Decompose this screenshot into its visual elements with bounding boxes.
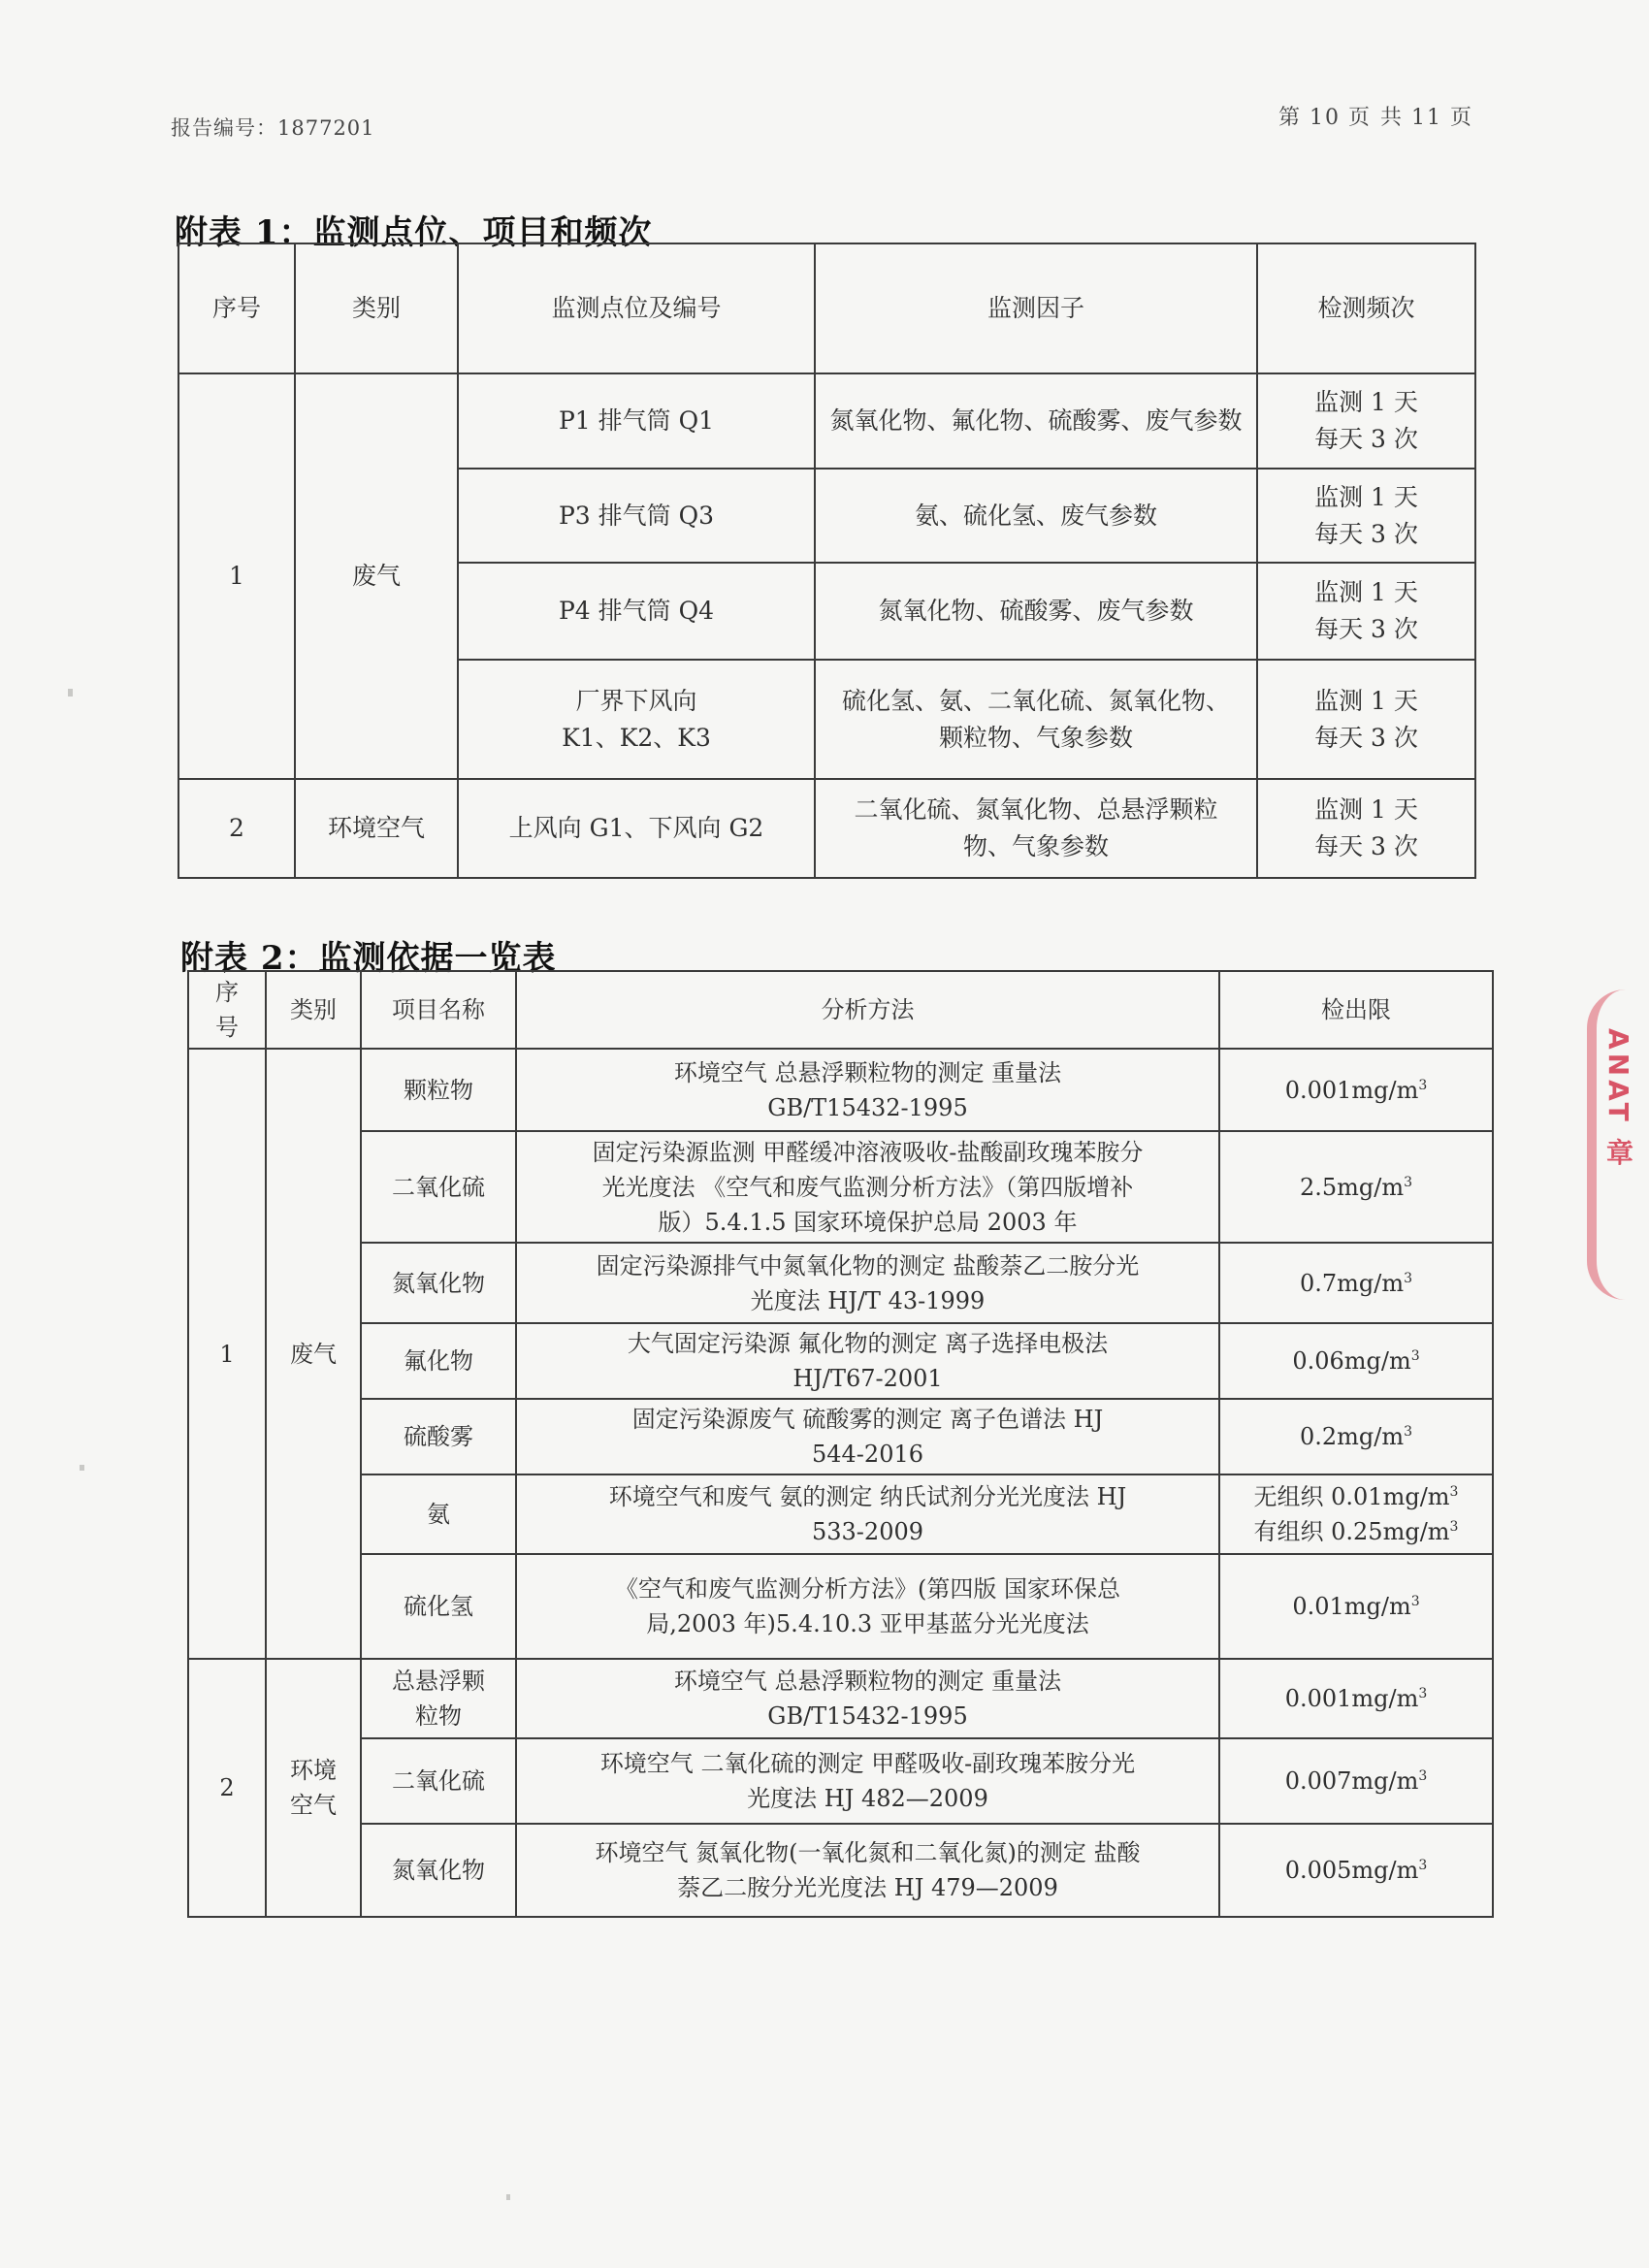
item-name-cell: 二氧化硫 <box>361 1131 516 1243</box>
detection-limit-line <box>1228 1764 1484 1798</box>
page-prefix: 第 <box>1278 106 1303 130</box>
column-header: 类别 <box>266 971 361 1049</box>
item-name-cell: 二氧化硫 <box>361 1738 516 1824</box>
limit-value: 0.01mg/m <box>1292 1593 1411 1620</box>
column-header: 分析方法 <box>516 971 1219 1049</box>
table-row <box>188 1131 1493 1243</box>
table-row <box>188 1554 1493 1659</box>
analysis-method-cell: 环境空气 总悬浮颗粒物的测定 重量法 GB/T15432-1995 <box>516 1659 1219 1738</box>
page-current: 10 <box>1310 106 1342 130</box>
page-total: 11 <box>1411 106 1443 130</box>
detection-limit-line <box>1228 1266 1484 1301</box>
item-name-cell: 氨 <box>361 1474 516 1554</box>
limit-value: 0.005mg/m <box>1284 1857 1419 1884</box>
item-name-cell: 氮氧化物 <box>361 1824 516 1917</box>
limit-value: 0.7mg/m <box>1299 1269 1405 1297</box>
table-row <box>188 1399 1493 1474</box>
table-row <box>178 779 1475 878</box>
limit-value: 0.001mg/m <box>1284 1685 1419 1712</box>
analysis-method-cell: 固定污染源监测 甲醛缓冲溶液吸收-盐酸副玫瑰苯胺分 光光度法 《空气和废气监测分析方法》（第四版增补 版）5.4.1.5 国家环境保护总局 2003 年 <box>516 1131 1219 1243</box>
unit-exponent: 3 <box>1410 1348 1420 1364</box>
column-header: 监测点位及编号 <box>458 243 815 373</box>
binding-mark <box>80 1465 84 1471</box>
detection-limit-line <box>1228 1419 1484 1454</box>
analysis-method-cell: 《空气和废气监测分析方法》(第四版 国家环保总 局,2003 年)5.4.10.3 亚甲基蓝分光光度法 <box>516 1554 1219 1659</box>
detection-limit-cell <box>1219 1824 1493 1917</box>
detection-limit-line <box>1228 1681 1484 1716</box>
monitoring-point-cell: 上风向 G1、下风向 G2 <box>458 779 815 878</box>
limit-value: 0.2mg/m <box>1299 1423 1405 1450</box>
analysis-method-cell: 环境空气和废气 氨的测定 纳氏试剂分光光度法 HJ 533-2009 <box>516 1474 1219 1554</box>
frequency-cell: 监测 1 天 每天 3 次 <box>1257 660 1475 779</box>
row-number: 1 <box>188 1049 266 1659</box>
limit-value: 0.007mg/m <box>1284 1767 1419 1795</box>
column-header: 序号 <box>178 243 295 373</box>
frequency-cell: 监测 1 天 每天 3 次 <box>1257 779 1475 878</box>
detection-limit-line <box>1228 1853 1484 1888</box>
detection-limit-cell <box>1219 1659 1493 1738</box>
detection-limit-line <box>1228 1170 1484 1205</box>
analysis-method-cell: 环境空气 氮氧化物(一氧化氮和二氧化氮)的测定 盐酸 萘乙二胺分光光度法 HJ 479—2009 <box>516 1824 1219 1917</box>
detection-limit-cell <box>1219 1474 1493 1554</box>
column-header: 类别 <box>295 243 458 373</box>
unit-exponent: 3 <box>1449 1519 1459 1535</box>
monitoring-factor-cell: 二氧化硫、氮氧化物、总悬浮颗粒 物、气象参数 <box>815 779 1257 878</box>
monitoring-point-cell: 厂界下风向 K1、K2、K3 <box>458 660 815 779</box>
analysis-method-cell: 大气固定污染源 氟化物的测定 离子选择电极法 HJ/T67-2001 <box>516 1323 1219 1399</box>
analysis-method-cell: 固定污染源废气 硫酸雾的测定 离子色谱法 HJ 544-2016 <box>516 1399 1219 1474</box>
unit-exponent: 3 <box>1404 1270 1413 1286</box>
row-number: 1 <box>178 373 295 779</box>
detection-limit-cell <box>1219 1243 1493 1323</box>
table-row <box>188 1824 1493 1917</box>
table-row <box>188 1659 1493 1738</box>
page-mid: 页 共 <box>1348 106 1405 130</box>
detection-limit-line <box>1228 1073 1484 1108</box>
limit-value: 0.06mg/m <box>1292 1347 1411 1375</box>
table1-title: 附表 1：监测点位、项目和频次 <box>175 213 653 252</box>
limit-value: 无组织 0.01mg/m <box>1253 1483 1450 1510</box>
detection-limit-cell <box>1219 1399 1493 1474</box>
frequency-cell: 监测 1 天 每天 3 次 <box>1257 373 1475 469</box>
limit-value: 2.5mg/m <box>1299 1173 1405 1201</box>
detection-limit-cell <box>1219 1323 1493 1399</box>
binding-mark <box>68 689 73 697</box>
unit-exponent: 3 <box>1449 1484 1459 1500</box>
limit-value: 0.001mg/m <box>1284 1076 1419 1104</box>
category-cell: 环境空气 <box>295 779 458 878</box>
unit-exponent: 3 <box>1410 1594 1420 1609</box>
detection-limit-line <box>1228 1589 1484 1624</box>
unit-exponent: 3 <box>1418 1768 1428 1784</box>
item-name-cell: 总悬浮颗 粒物 <box>361 1659 516 1738</box>
category-cell: 废气 <box>266 1049 361 1659</box>
detection-limit-cell <box>1219 1554 1493 1659</box>
detection-limit-cell <box>1219 1738 1493 1824</box>
monitoring-factor-cell: 硫化氢、氨、二氧化硫、氮氧化物、 颗粒物、气象参数 <box>815 660 1257 779</box>
table-row <box>188 1474 1493 1554</box>
unit-exponent: 3 <box>1404 1424 1413 1440</box>
page-suffix: 页 <box>1450 106 1474 130</box>
detection-limit-line <box>1228 1479 1484 1514</box>
row-number: 2 <box>178 779 295 878</box>
limit-value: 有组织 0.25mg/m <box>1253 1518 1450 1545</box>
unit-exponent: 3 <box>1418 1077 1428 1093</box>
row-number: 2 <box>188 1659 266 1917</box>
category-cell: 环境 空气 <box>266 1659 361 1917</box>
item-name-cell: 氟化物 <box>361 1323 516 1399</box>
category-cell: 废气 <box>295 373 458 779</box>
frequency-cell: 监测 1 天 每天 3 次 <box>1257 563 1475 660</box>
detection-limit-cell <box>1219 1049 1493 1131</box>
monitoring-basis-table <box>187 970 1494 1918</box>
table-row <box>188 1243 1493 1323</box>
item-name-cell: 颗粒物 <box>361 1049 516 1131</box>
binding-mark <box>506 2194 510 2200</box>
monitoring-point-cell: P4 排气筒 Q4 <box>458 563 815 660</box>
detection-limit-line <box>1228 1344 1484 1378</box>
table-row <box>188 1738 1493 1824</box>
monitoring-point-cell: P1 排气筒 Q1 <box>458 373 815 469</box>
monitoring-factor-cell: 氮氧化物、硫酸雾、废气参数 <box>815 563 1257 660</box>
column-header: 检出限 <box>1219 971 1493 1049</box>
table-row <box>188 1323 1493 1399</box>
table-header-row <box>188 971 1493 1049</box>
analysis-method-cell: 固定污染源排气中氮氧化物的测定 盐酸萘乙二胺分光 光度法 HJ/T 43-1999 <box>516 1243 1219 1323</box>
monitoring-factor-cell: 氮氧化物、氟化物、硫酸雾、废气参数 <box>815 373 1257 469</box>
detection-limit-cell <box>1219 1131 1493 1243</box>
column-header: 序 号 <box>188 971 266 1049</box>
table-header-row <box>178 243 1475 373</box>
analysis-method-cell: 环境空气 二氧化硫的测定 甲醛吸收-副玫瑰苯胺分光 光度法 HJ 482—2009 <box>516 1738 1219 1824</box>
seal-stamp-text: ANAT 章 <box>1602 1028 1634 1170</box>
unit-exponent: 3 <box>1404 1174 1413 1190</box>
analysis-method-cell: 环境空气 总悬浮颗粒物的测定 重量法 GB/T15432-1995 <box>516 1049 1219 1131</box>
unit-exponent: 3 <box>1418 1858 1428 1873</box>
monitoring-point-cell: P3 排气筒 Q3 <box>458 469 815 563</box>
detection-limit-line <box>1228 1514 1484 1549</box>
column-header: 项目名称 <box>361 971 516 1049</box>
monitoring-factor-cell: 氨、硫化氢、废气参数 <box>815 469 1257 563</box>
table2-title: 附表 2：监测依据一览表 <box>180 939 557 978</box>
page-number <box>1275 101 1477 131</box>
item-name-cell: 硫酸雾 <box>361 1399 516 1474</box>
report-number: 报告编号：1877201 <box>171 116 375 140</box>
monitoring-points-table <box>178 243 1476 879</box>
column-header: 检测频次 <box>1257 243 1475 373</box>
table-row <box>178 373 1475 469</box>
frequency-cell: 监测 1 天 每天 3 次 <box>1257 469 1475 563</box>
table-row <box>188 1049 1493 1131</box>
column-header: 监测因子 <box>815 243 1257 373</box>
item-name-cell: 硫化氢 <box>361 1554 516 1659</box>
item-name-cell: 氮氧化物 <box>361 1243 516 1323</box>
unit-exponent: 3 <box>1418 1686 1428 1701</box>
